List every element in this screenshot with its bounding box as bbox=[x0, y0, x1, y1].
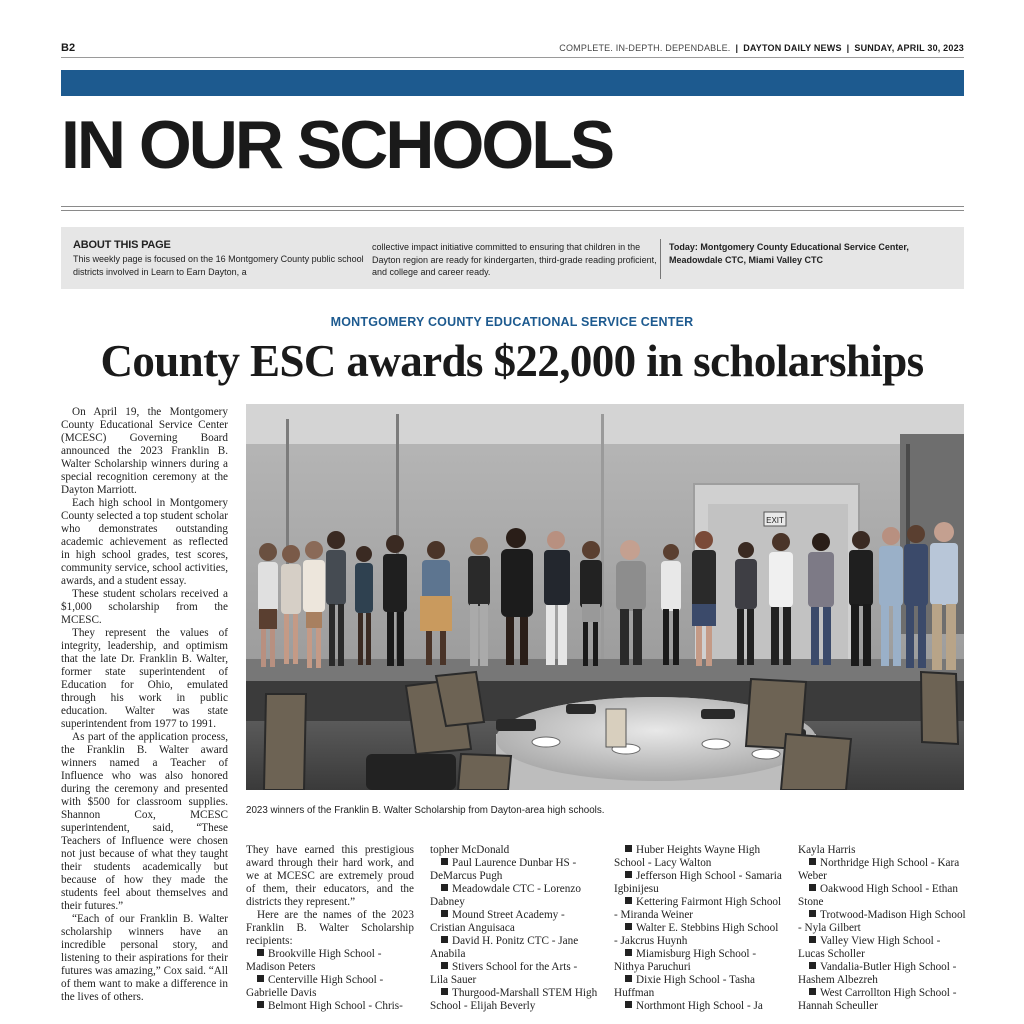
recipient-item-continued: topher McDonald bbox=[430, 844, 510, 856]
body-paragraph: On April 19, the Montgomery County Educational Service Center (MCESC) Governing Board announced the 2023 Franklin B. Walter Scholarship winners during a special recognition ceremony at the Dayton Marriott. bbox=[61, 406, 228, 496]
article-column-1 bbox=[61, 406, 228, 1004]
scholarship-winners-photo bbox=[246, 404, 964, 790]
article-column-3 bbox=[430, 844, 598, 1013]
masthead-info: COMPLETE. IN-DEPTH. DEPENDABLE. | DAYTON DAILY NEWS | SUNDAY, APRIL 30, 2023 bbox=[559, 43, 964, 53]
recipient-item: Thurgood-Marshall STEM High School - Elijah Beverly bbox=[430, 987, 598, 1012]
recipient-item: Oakwood High School - Ethan Stone bbox=[798, 883, 958, 908]
body-paragraph: “Each of our Franklin B. Walter scholarship winners have an incredible personal story, and listening to their aspirations for their futures was amazing,” Cox said. “All of them want to make a difference in the lives of others. bbox=[61, 913, 228, 1003]
recipient-item: David H. Ponitz CTC - Jane Anabila bbox=[430, 935, 579, 960]
recipient-item: Dixie High School - Tasha Huffman bbox=[614, 974, 755, 999]
body-paragraph: Each high school in Montgomery County selected a top student scholar who demonstrates outstanding academic achievement as reflected in high school grades, test scores, community service, school activities, awards, and a student essay. bbox=[61, 497, 228, 587]
recipient-item: Trotwood-Madison High School - Nyla Gilbert bbox=[798, 909, 966, 934]
recipient-item: Meadowdale CTC - Lorenzo Dabney bbox=[430, 883, 581, 908]
article-column-2 bbox=[246, 844, 414, 1013]
issue-date: SUNDAY, APRIL 30, 2023 bbox=[854, 43, 964, 53]
about-today: Today: Montgomery County Educational Service Center, Meadowdale CTC, Miami Valley CTC bbox=[669, 242, 909, 265]
recipient-item: Valley View High School - Lucas Scholler bbox=[798, 935, 941, 960]
recipient-item: Northmont High School - Ja bbox=[614, 1000, 782, 1013]
recipient-item: Paul Laurence Dunbar HS - DeMarcus Pugh bbox=[430, 857, 577, 882]
section-color-bar bbox=[61, 70, 964, 96]
article-headline: County ESC awards $22,000 in scholarships bbox=[100, 336, 924, 386]
paper-tagline: COMPLETE. IN-DEPTH. DEPENDABLE. bbox=[559, 43, 731, 53]
body-paragraph: As part of the application process, the Franklin B. Walter award winners named a Teacher of Influence who was also honored during the ceremony and presented with $500 for classroom supplies. Shannon Cox, MCESC superintendent, said, “These Teachers of Influence were chosen not just because of what they taught their students academically but because of how they made the students feel about themselves and their futures.” bbox=[61, 731, 228, 912]
article-column-4 bbox=[614, 844, 782, 1013]
about-text-part-2: collective impact initiative committed to ensuring that children in the Dayton region are ready for kindergarten, third-grade reading proficient, and college and career ready. bbox=[372, 242, 657, 277]
section-title: IN OUR SCHOOLS bbox=[61, 107, 613, 183]
recipient-item: West Carrollton High School - Hannah Scheuller bbox=[798, 987, 957, 1012]
body-paragraph: They represent the values of integrity, leadership, and optimism that the late Dr. Franklin B. Walter, former state superintendent of Education for Ohio, emulated through his work in public education. Walter was state superintendent from 1977 to 1991. bbox=[61, 627, 228, 730]
recipient-item: Walter E. Stebbins High School - Jakcrus Huynh bbox=[614, 922, 779, 947]
body-paragraph: They have earned this prestigious award through their hard work, and we at MCESC are extremely proud of them, their educators, and the districts they represent.” bbox=[246, 844, 414, 908]
article-column-5 bbox=[798, 844, 966, 1013]
recipient-item-continued: Kayla Harris bbox=[798, 844, 856, 856]
recipient-item: Huber Heights Wayne High School - Lacy Walton bbox=[614, 844, 761, 869]
exit-sign: EXIT bbox=[766, 516, 784, 525]
recipient-item: Centerville High School - Gabrielle Davis bbox=[246, 974, 384, 999]
recipient-item: Vandalia-Butler High School - Hashem Albezreh bbox=[798, 961, 957, 986]
about-text-part-1: This weekly page is focused on the 16 Montgomery County public school districts involved in Learn to Earn Dayton, a bbox=[73, 254, 364, 277]
article-kicker: MONTGOMERY COUNTY EDUCATIONAL SERVICE CENTER bbox=[330, 315, 694, 329]
body-paragraph: These student scholars received a $1,000 scholarship from the MCESC. bbox=[61, 588, 228, 626]
about-heading: ABOUT THIS PAGE bbox=[73, 239, 171, 251]
recipient-item: Jefferson High School - Samaria Igbinijesu bbox=[614, 870, 782, 895]
recipient-item: Mound Street Academy - Cristian Anguisaca bbox=[430, 909, 565, 934]
recipient-item: Kettering Fairmont High School - Miranda Weiner bbox=[614, 896, 782, 921]
page-header bbox=[61, 40, 964, 58]
body-paragraph: Here are the names of the 2023 Franklin B. Walter Scholarship recipients: bbox=[246, 909, 414, 947]
section-rule-bottom bbox=[61, 210, 964, 211]
recipient-item: Brookville High School - Madison Peters bbox=[246, 948, 382, 973]
recipient-item: Belmont High School - Chris- bbox=[246, 1000, 414, 1013]
about-box bbox=[61, 227, 964, 289]
paper-name: DAYTON DAILY NEWS bbox=[743, 43, 842, 53]
page-number: B2 bbox=[61, 42, 76, 54]
recipient-item: Stivers School for the Arts - Lila Sauer bbox=[430, 961, 578, 986]
photo-caption: 2023 winners of the Franklin B. Walter Scholarship from Dayton-area high schools. bbox=[246, 805, 605, 816]
about-divider bbox=[660, 239, 661, 279]
section-rule-top bbox=[61, 206, 964, 207]
recipient-item: Northridge High School - Kara Weber bbox=[798, 857, 960, 882]
recipient-item: Miamisburg High School - Nithya Paruchuri bbox=[614, 948, 757, 973]
